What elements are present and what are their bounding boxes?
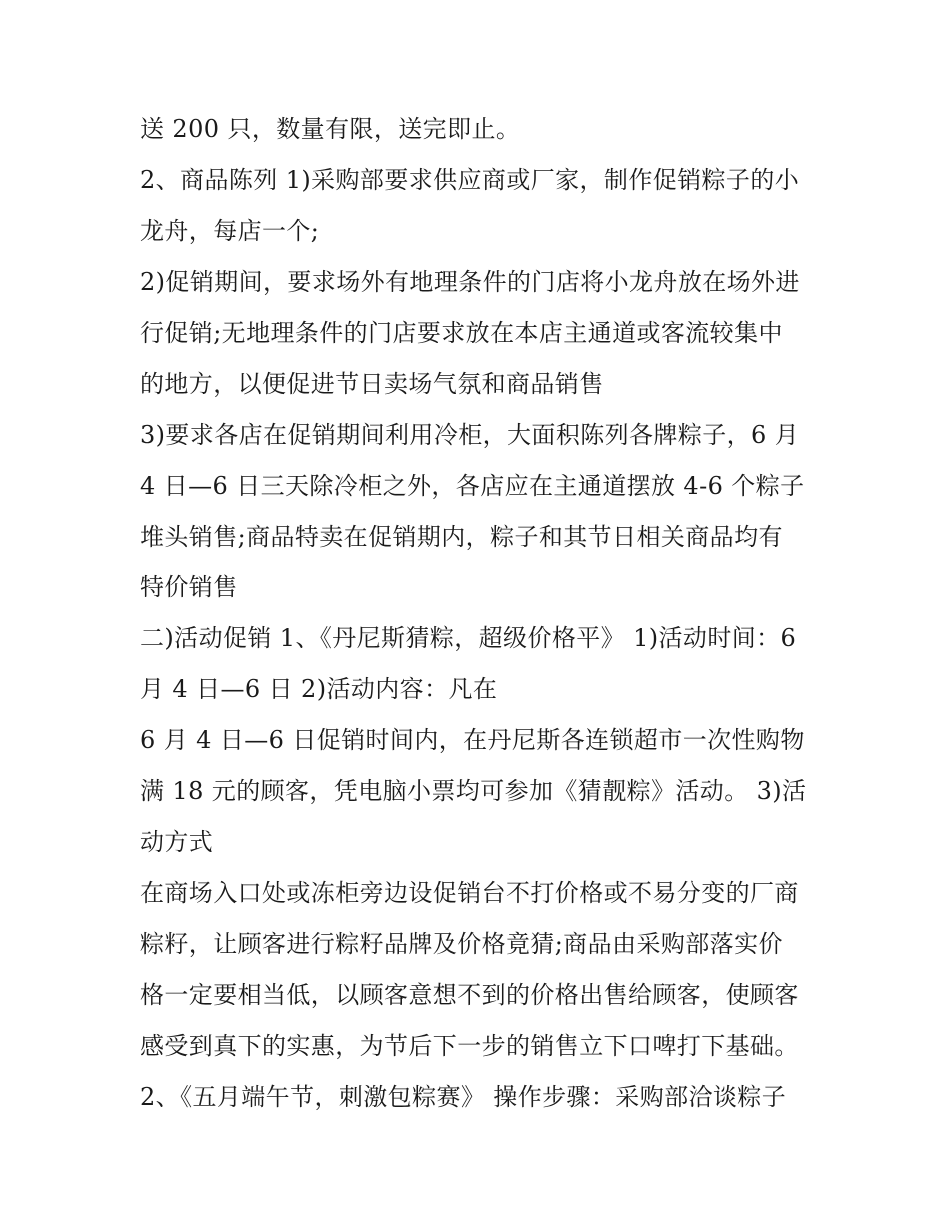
text-line: 堆头销售;商品特卖在促销期内，粽子和其节日相关商品均有: [140, 523, 783, 551]
text-line: 特价销售: [140, 573, 238, 601]
text-line: 6 月 4 日—6 日促销时间内，在丹尼斯各连锁超市一次性购物: [140, 726, 805, 754]
text-line: 格一定要相当低，以顾客意想不到的价格出售给顾客，使顾客: [140, 981, 799, 1009]
text-line: 在商场入口处或冻柜旁边设促销台不打价格或不易分变的厂商: [140, 879, 799, 907]
text-line: 月 4 日—6 日 2)活动内容：凡在: [140, 675, 498, 703]
text-line: 2、商品陈列 1)采购部要求供应商或厂家，制作促销粽子的小: [140, 166, 800, 194]
text-line: 龙舟，每店一个;: [140, 217, 320, 245]
text-line: 2)促销期间，要求场外有地理条件的门店将小龙舟放在场外进: [140, 268, 800, 296]
text-line: 送 200 只，数量有限，送完即止。: [140, 115, 521, 143]
text-line: 行促销;无地理条件的门店要求放在本店主通道或客流较集中: [140, 319, 783, 347]
text-line: 2、《五月端午节，刺激包粽赛》 操作步骤：采购部洽谈粽子: [140, 1083, 787, 1111]
text-line: 4 日—6 日三天除冷柜之外，各店应在主通道摆放 4-6 个粽子: [140, 472, 805, 500]
text-line: 二)活动促销 1、《丹尼斯猜粽，超级价格平》 1)活动时间：6: [140, 624, 797, 652]
text-line: 感受到真下的实惠，为节后下一步的销售立下口啤打下基础。: [140, 1032, 799, 1060]
text-line: 3)要求各店在促销期间利用冷柜，大面积陈列各牌粽子，6 月: [140, 421, 800, 449]
text-line: 满 18 元的顾客，凭电脑小票均可参加《猜靓粽》活动。 3)活: [140, 777, 807, 805]
text-line: 动方式: [140, 828, 214, 856]
text-line: 的地方，以便促进节日卖场气氛和商品销售: [140, 370, 604, 398]
text-line: 粽籽，让顾客进行粽籽品牌及价格竟猜;商品由采购部落实价: [140, 930, 783, 958]
